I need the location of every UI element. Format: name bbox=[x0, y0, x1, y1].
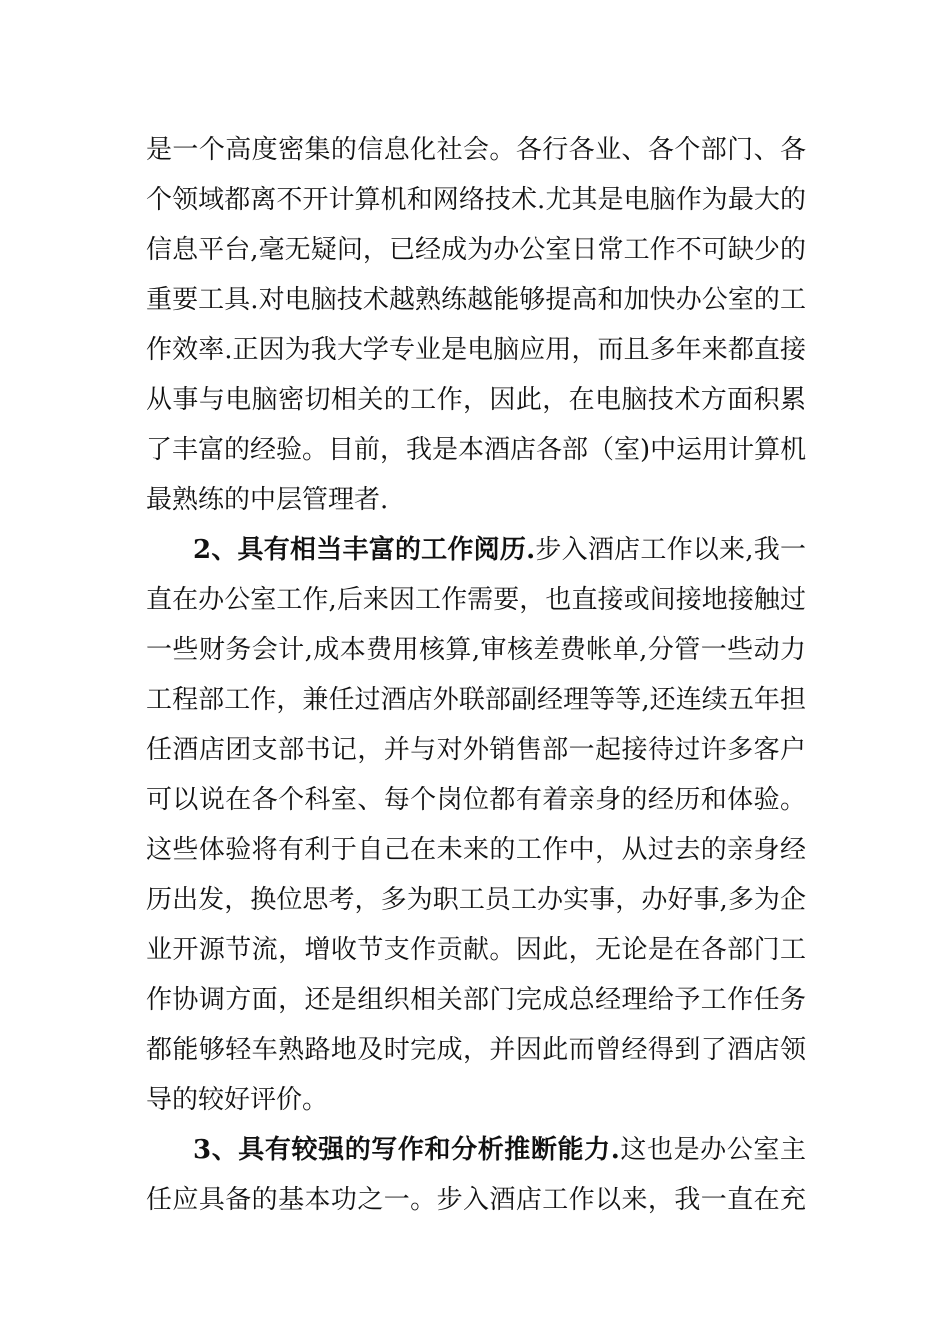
text-line: 可以说在各个科室、每个岗位都有着亲身的经历和体验。 bbox=[146, 785, 806, 815]
text-line: 导的较好评价。 bbox=[146, 1085, 329, 1115]
text-run: 步入酒店工作以来,我一 bbox=[535, 535, 806, 565]
text-line: 从事与电脑密切相关的工作，因此，在电脑技术方面积累 bbox=[146, 385, 806, 415]
paragraph-first-line bbox=[193, 534, 806, 566]
text-line: 个领域都离不开计算机和网络技术.尤其是电脑作为最大的 bbox=[146, 185, 806, 215]
text-line: 都能够轻车熟路地及时完成，并因此而曾经得到了酒店领 bbox=[146, 1035, 806, 1065]
text-line: 作效率.正因为我大学专业是电脑应用，而且多年来都直接 bbox=[146, 335, 806, 365]
text-line: 重要工具.对电脑技术越熟练越能够提高和加快办公室的工 bbox=[146, 285, 806, 315]
text-line: 一些财务会计,成本费用核算,审核差费帐单,分管一些动力 bbox=[146, 635, 806, 665]
text-line: 这些体验将有利于自己在未来的工作中，从过去的亲身经 bbox=[146, 835, 806, 865]
text-line: 了丰富的经验。目前，我是本酒店各部（室)中运用计算机 bbox=[146, 435, 807, 465]
text-line: 是一个高度密集的信息化社会。各行各业、各个部门、各 bbox=[146, 135, 806, 165]
text-line: 任酒店团支部书记，并与对外销售部一起接待过许多客户 bbox=[146, 735, 806, 765]
text-line: 历出发，换位思考，多为职工员工办实事，办好事,多为企 bbox=[146, 885, 806, 915]
text-line: 作协调方面，还是组织相关部门完成总经理给予工作任务 bbox=[146, 985, 806, 1015]
text-run: 这也是办公室主 bbox=[619, 1135, 806, 1165]
text-line: 业开源节流，增收节支作贡献。因此，无论是在各部门工 bbox=[146, 935, 806, 965]
text-line: 任应具备的基本功之一。步入酒店工作以来，我一直在充 bbox=[146, 1185, 806, 1215]
paragraph-first-line bbox=[193, 1134, 806, 1166]
section-heading: 3、具有较强的写作和分析推断能力. bbox=[193, 1135, 620, 1165]
text-line: 工程部工作，兼任过酒店外联部副经理等等,还连续五年担 bbox=[146, 685, 806, 715]
text-line: 直在办公室工作,后来因工作需要，也直接或间接地接触过 bbox=[146, 585, 806, 615]
text-line: 最熟练的中层管理者. bbox=[146, 485, 389, 515]
text-line: 信息平台,毫无疑问，已经成为办公室日常工作不可缺少的 bbox=[146, 235, 806, 265]
section-heading: 2、具有相当丰富的工作阅历. bbox=[193, 535, 536, 565]
